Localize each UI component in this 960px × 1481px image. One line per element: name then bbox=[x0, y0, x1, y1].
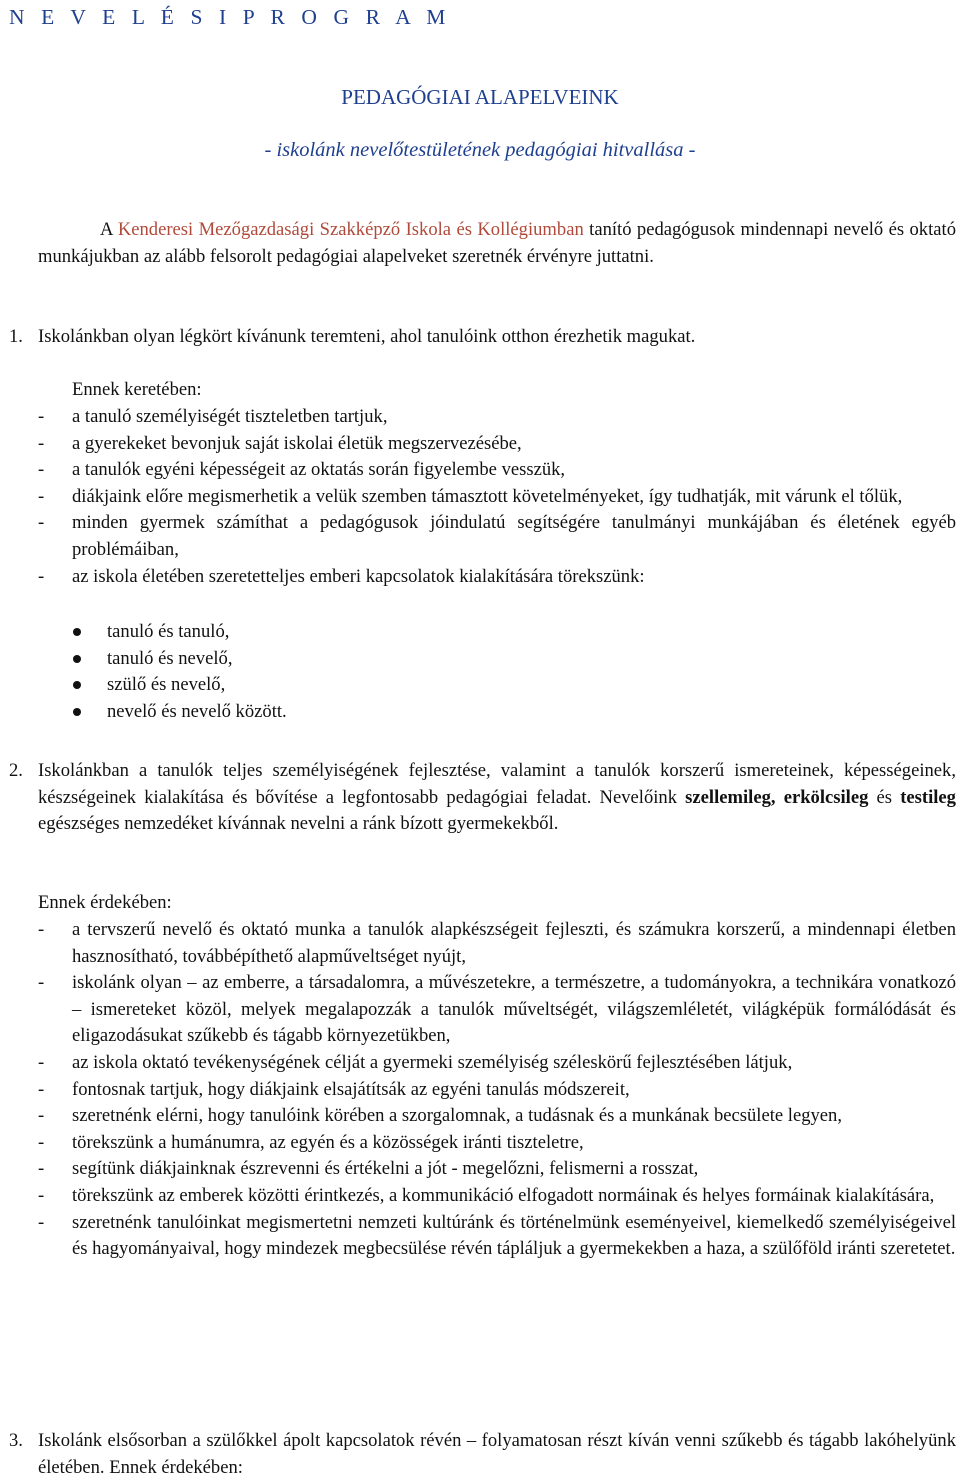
list-item: - szeretnénk tanulóinkat megismertetni nemzeti kultúránk és történelmünk eseményeivel, kiemelkedő személyiségeivel és hagyományaival, hogy mindezek megbecsülése révén tápláljuk a gyermekekben a haza, a szülőföld iránti szeretetet. bbox=[38, 1211, 956, 1260]
dash-marker: - bbox=[38, 1158, 45, 1180]
list-lead: Ennek érdekében: bbox=[38, 892, 172, 913]
dash-marker: - bbox=[38, 1131, 45, 1153]
bullet-item: tanuló és nevelő, bbox=[72, 646, 287, 673]
list-item: - törekszünk az emberek közötti érintkezés, a kommunikáció elfogadott normáinak és helyes formáinak kialakítására, bbox=[38, 1183, 956, 1210]
dash-marker: - bbox=[38, 406, 45, 427]
list-item: - diákjaink előre megismerhetik a velük szemben támasztott követelményeket, így tudhatják, mit várunk el tőlük, bbox=[38, 484, 956, 511]
principle-1 bbox=[9, 324, 956, 351]
school-name: Kenderesi Mezőgazdasági Szakképző Iskola és Kollégiumban bbox=[117, 219, 584, 240]
bullet-item: tanuló és tanuló, bbox=[72, 619, 287, 646]
principle-text: Iskolánkban a tanulók teljes személyiségének fejlesztése, valamint a tanulók korszerű ismereteinek, képességeinek, készségeinek kialakítása és bővítése a legfontosabb pedagógiai feladat. Nevelőink szellemileg, erkölcsileg és testileg egészséges nemzedéket kívánnak nevelni a ránk bízott gyermekekből. bbox=[38, 760, 956, 835]
bullet-item: nevelő és nevelő között. bbox=[72, 699, 287, 726]
dash-marker: - bbox=[38, 565, 45, 587]
list-item: - a tanuló személyiségét tiszteletben tartjuk, bbox=[38, 404, 956, 431]
list-item: - a tervszerű nevelő és oktató munka a tanulók alapkészségeit fejleszti, és számukra korszerű, a mindennapi életben hasznosítható, továbbépíthető alapműveltséget nyújt, bbox=[38, 919, 956, 967]
bullet-dot-icon bbox=[73, 681, 81, 689]
intro-paragraph bbox=[38, 217, 956, 270]
dash-marker: - bbox=[38, 919, 45, 940]
bullet-item: szülő és nevelő, bbox=[72, 672, 287, 699]
document-title: N E V E L É S I P R O G R A M bbox=[9, 5, 451, 29]
list-item: - a tanulók egyéni képességeit az oktatás során figyelembe vesszük, bbox=[38, 457, 956, 484]
dash-marker: - bbox=[38, 1051, 45, 1073]
principle-1-list bbox=[38, 404, 956, 590]
list-item: - az iskola oktató tevékenységének célját a gyermeki személyiség széleskörű fejlesztésében látjuk, bbox=[38, 1050, 956, 1077]
bullet-dot-icon bbox=[73, 655, 81, 663]
dash-marker: - bbox=[38, 972, 45, 994]
principle-text: Iskolánkban olyan légkört kívánunk teremteni, ahol tanulóink otthon érezhetik magukat. bbox=[38, 326, 696, 347]
emphasis: szellemileg, erkölcsileg bbox=[685, 786, 869, 808]
motto: - iskolánk nevelőtestületének pedagógiai hitvallása - bbox=[264, 139, 696, 161]
principle-number: 3. bbox=[9, 1430, 23, 1451]
dash-marker: - bbox=[38, 432, 45, 454]
principle-2-list bbox=[38, 917, 956, 1263]
principle-number: 2. bbox=[9, 760, 23, 781]
dash-marker: - bbox=[38, 1211, 45, 1233]
list-item: - az iskola életében szeretetteljes emberi kapcsolatok kialakítására törekszünk: bbox=[38, 564, 956, 591]
intro-before: A bbox=[100, 219, 118, 240]
dash-marker: - bbox=[38, 459, 45, 481]
emphasis: testileg bbox=[900, 786, 956, 808]
dash-marker: - bbox=[38, 1078, 45, 1100]
principle-number: 1. bbox=[9, 326, 23, 347]
dash-marker: - bbox=[38, 1184, 45, 1206]
list-item: - szeretnénk elérni, hogy tanulóink körében a szorgalomnak, a tudásnak és a munkának becsülete legyen, bbox=[38, 1103, 956, 1130]
relationship-bullets bbox=[72, 619, 287, 725]
list-item: - iskolánk olyan – az emberre, a társadalomra, a művészetekre, a természetre, a tudományokra, a technikára vonatkozó – ismereteket közöl, melyek megalapozzák a tanulók műveltségét, világszemléletét, világképük formálódását és eligazodásukat szűkebb és tágabb környezetükben, bbox=[38, 972, 956, 1047]
principle-3 bbox=[9, 1428, 956, 1478]
dash-marker: - bbox=[38, 485, 45, 507]
list-item: - segítünk diákjainknak észrevenni és értékelni a jót - megelőzni, felismerni a rosszat, bbox=[38, 1156, 956, 1183]
list-lead: Ennek keretében: bbox=[72, 379, 202, 400]
section-heading: PEDAGÓGIAI ALAPELVEINK bbox=[341, 85, 619, 109]
list-item: - minden gyermek számíthat a pedagógusok jóindulatú segítségére tanulmányi munkájában és életének egyéb problémáiban, bbox=[38, 512, 956, 560]
list-item: - fontosnak tartjuk, hogy diákjaink elsajátítsák az egyéni tanulás módszereit, bbox=[38, 1077, 956, 1104]
list-item: - a gyerekeket bevonjuk saját iskolai életük megszervezésébe, bbox=[38, 431, 956, 458]
dash-marker: - bbox=[38, 512, 45, 534]
bullet-dot-icon bbox=[73, 628, 81, 636]
principle-text: Iskolánk elsősorban a szülőkkel ápolt kapcsolatok révén – folyamatosan részt kíván venni szűkebb és tágabb lakóhelyünk életében. Ennek érdekében: bbox=[38, 1430, 956, 1478]
dash-marker: - bbox=[38, 1105, 45, 1127]
bullet-dot-icon bbox=[73, 708, 81, 716]
list-item: - törekszünk a humánumra, az egyén és a közösségek iránti tiszteletre, bbox=[38, 1130, 956, 1157]
intro-after: tanító pedagógusok mindennapi nevelő és oktató munkájukban az alább felsorolt pedagógiai alapelveket szeretnék érvényre juttatni. bbox=[38, 219, 956, 267]
principle-2 bbox=[9, 758, 956, 835]
